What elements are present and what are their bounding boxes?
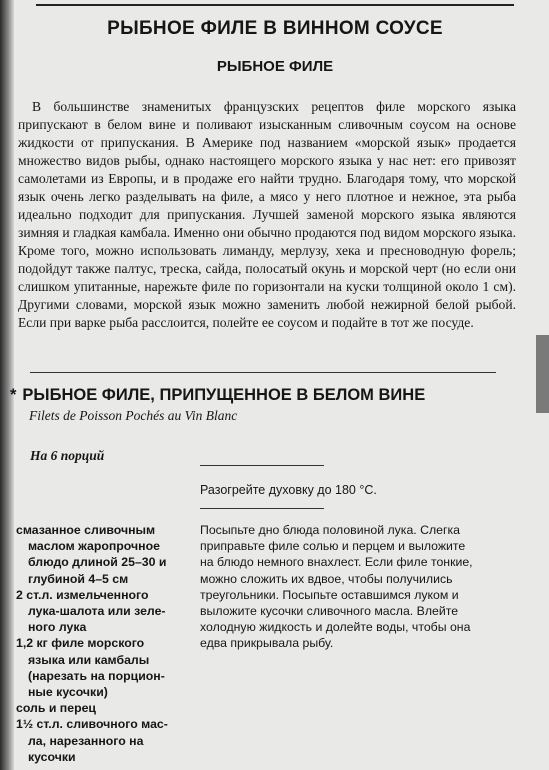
ingredient-item: соль и перец [16,701,96,716]
star-icon: * [10,386,17,404]
recipe-subtitle: Filets de Poisson Pochés au Vin Blanc [29,408,238,423]
preheat-rule-bottom [200,508,324,509]
intro-text: В большинстве знаменитых французских рецептов филе морского языка припускают в белом вине и поливают изысканным сливочным соусом на основе жидкости от припускания. В Америке под названием «морской язык» продается множество видов рыбы, однако настоящего морского языка у нас нет: его привозят самолетами из Европы, и в продаже его найти трудно. Благодаря тому, что морской язык очень легко разделывать на филе, а мясо у него плотное и нежное, эта рыба идеально подходит для припускания. Лучшей заменой морского языка являются зимняя и гладкая камбала. Именно они обычно продаются под видом морского языка. Кроме того, можно использовать лиманду, мерлузу, хека и пресноводную форель; подойдут также палтус, треска, сайда, полосатый окунь и морской черт (но если они слишком упитанные, нарежьте филе по горизонтали на куски толщиной около 1 см). Другими словами, морской язык можно заменить любой нежирной белой рыбой. Если при варке рыба расслоится, полейте ее соусом и подайте в тот же посуде. [18,99,516,330]
ingredient-item: смазанное сливочным маслом жаропрочное блюдо длиной 25–30 и глубиной 4–5 см [16,523,167,586]
recipe-instructions: Посыпьте дно блюда половиной лука. Слегка приправьте филе солью и перцем и выложите на блюдо немного внахлест. Если филе тонкие, можно сложить их вдвое, чтобы получились треугольники. Посыпьте оставшимся луком и выложите кусочки сливочного масла. Влейте холодную жидкость и долейте воды, чтобы она едва прикрывала рыбу. [200,523,473,651]
recipe-title-text: РЫБНОЕ ФИЛЕ, ПРИПУЩЕННОЕ В БЕЛОМ ВИНЕ [22,386,426,404]
recipe-title [10,386,530,405]
book-spine-shadow [0,0,17,770]
intro-paragraph [18,98,516,332]
section-divider [30,372,496,373]
section-title: РЫБНОЕ ФИЛЕ [216,58,334,75]
top-rule [36,4,514,6]
preheat-rule-top [200,465,324,466]
servings: На 6 порций [30,448,105,463]
ingredient-item: 1½ ст.л. сливочного мас- ла, нарезанного на кусочки [16,717,168,764]
ingredient-item: 2 ст.л. измельченного лука-шалота или зеле- ного лука [16,587,166,635]
ingredient-list [16,522,196,765]
main-title: РЫБНОЕ ФИЛЕ В ВИННОМ СОУСЕ [107,18,443,39]
ingredient-item: 1,2 кг филе морского языка или камбалы (нарезать на порцион- ные кусочки) [16,636,165,700]
preheat-instruction: Разогрейте духовку до 180 °С. [200,483,377,497]
page-edge-tab [536,335,549,413]
